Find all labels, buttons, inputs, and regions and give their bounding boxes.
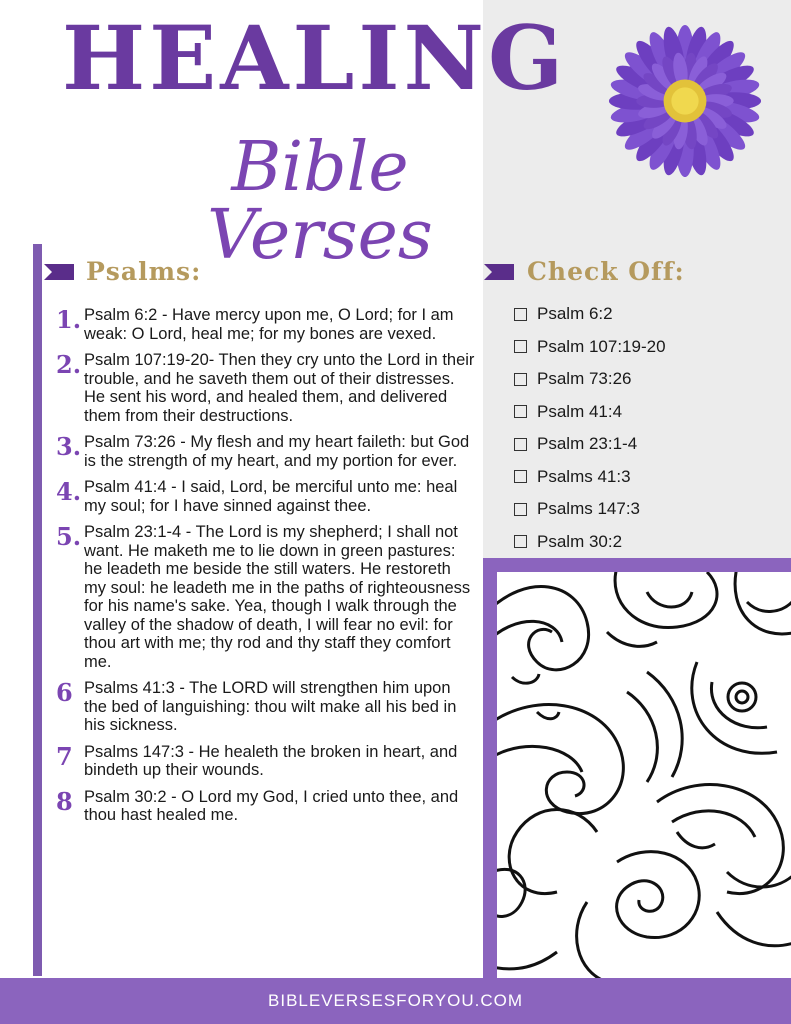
verse-item xyxy=(56,788,476,825)
checkbox[interactable] xyxy=(514,438,527,451)
ribbon-flag-icon xyxy=(44,262,74,282)
checklist-label: Psalms 41:3 xyxy=(537,466,631,486)
checklist-item[interactable] xyxy=(514,363,666,396)
title-main: HEALING xyxy=(62,6,568,110)
checklist-label: Psalm 107:19-20 xyxy=(537,336,666,356)
psalms-heading: Psalms: xyxy=(86,257,202,286)
checklist-item[interactable] xyxy=(514,396,666,429)
verse-text: Psalm 73:26 - My flesh and my heart faileth: but God is the strength of my heart, and my portion for ever. xyxy=(84,433,470,470)
footer-url[interactable]: BIBLEVERSESFORYOU.COM xyxy=(268,991,523,1010)
verse-number: 2. xyxy=(56,350,82,379)
verse-item xyxy=(56,433,476,470)
checklist-item[interactable] xyxy=(514,493,666,526)
verse-item xyxy=(56,523,476,671)
verse-item xyxy=(56,743,476,780)
checkbox[interactable] xyxy=(514,503,527,516)
flower-icon xyxy=(606,23,764,179)
verse-text: Psalm 23:1-4 - The Lord is my shepherd; I shall not want. He maketh me to lie down in green pastures: he leadeth me beside the still waters. He restoreth my soul: he leadeth me in the paths of righteousness for his name's sake. Yea, though I walk through the valley of the shadow of death, I will fear no evil: for thou art with me; thy rod and thy staff they comfort me. xyxy=(84,523,471,671)
checklist-item[interactable] xyxy=(514,428,666,461)
verse-text: Psalms 147:3 - He healeth the broken in heart, and bindeth up their wounds. xyxy=(84,742,458,779)
verse-number: 1. xyxy=(56,305,82,334)
checkbox[interactable] xyxy=(514,308,527,321)
footer-bar xyxy=(0,978,791,1024)
verse-number: 6 xyxy=(56,678,73,707)
verse-number: 7 xyxy=(56,741,73,771)
checkbox[interactable] xyxy=(514,373,527,386)
checklist-label: Psalm 23:1-4 xyxy=(537,434,638,454)
checklist-label: Psalms 147:3 xyxy=(537,499,640,519)
title-sub: Bible Verses xyxy=(207,128,433,275)
checkbox[interactable] xyxy=(514,470,527,483)
checkbox[interactable] xyxy=(514,340,527,353)
verse-item xyxy=(56,478,476,515)
verse-text: Psalm 30:2 - O Lord my God, I cried unto thee, and thou hast healed me. xyxy=(84,787,459,824)
mandala-art-icon xyxy=(497,572,791,978)
verse-text: Psalm 6:2 - Have mercy upon me, O Lord; for I am weak: O Lord, heal me; for my bones are vexed. xyxy=(84,306,454,343)
checkbox[interactable] xyxy=(514,535,527,548)
left-accent-bar xyxy=(33,244,42,976)
checklist-label: Psalm 73:26 xyxy=(537,369,632,389)
verse-text: Psalm 107:19-20- Then they cry unto the Lord in their trouble, and he saveth them out of their distresses. He sent his word, and healed them, and delivered them from their destructions. xyxy=(84,351,475,425)
checklist-label: Psalm 41:4 xyxy=(537,401,623,421)
verse-text: Psalm 41:4 - I said, Lord, be merciful unto me: heal my soul; for I have sinned against thee. xyxy=(84,478,458,515)
verse-item xyxy=(56,679,476,735)
checklist-item[interactable] xyxy=(514,331,666,364)
coloring-art xyxy=(497,572,791,978)
verse-item xyxy=(56,306,476,343)
ribbon-flag-icon xyxy=(484,262,514,282)
checklist-label: Psalm 30:2 xyxy=(537,531,623,551)
checklist-item[interactable] xyxy=(514,526,666,559)
verse-number: 5. xyxy=(56,522,82,551)
checklist-label: Psalm 6:2 xyxy=(537,304,613,324)
verse-number: 4. xyxy=(56,477,82,506)
checklist-item[interactable] xyxy=(514,461,666,494)
verse-number: 3. xyxy=(56,432,82,461)
verse-list xyxy=(56,306,476,833)
checklist-item[interactable] xyxy=(514,298,666,331)
verse-text: Psalms 41:3 - The LORD will strengthen him upon the bed of languishing: thou wilt make all his bed in his sickness. xyxy=(84,679,457,734)
check-off-heading: Check Off: xyxy=(527,257,685,286)
verse-item xyxy=(56,351,476,425)
verse-number: 8 xyxy=(56,786,73,816)
check-off-list xyxy=(514,298,666,558)
checkbox[interactable] xyxy=(514,405,527,418)
